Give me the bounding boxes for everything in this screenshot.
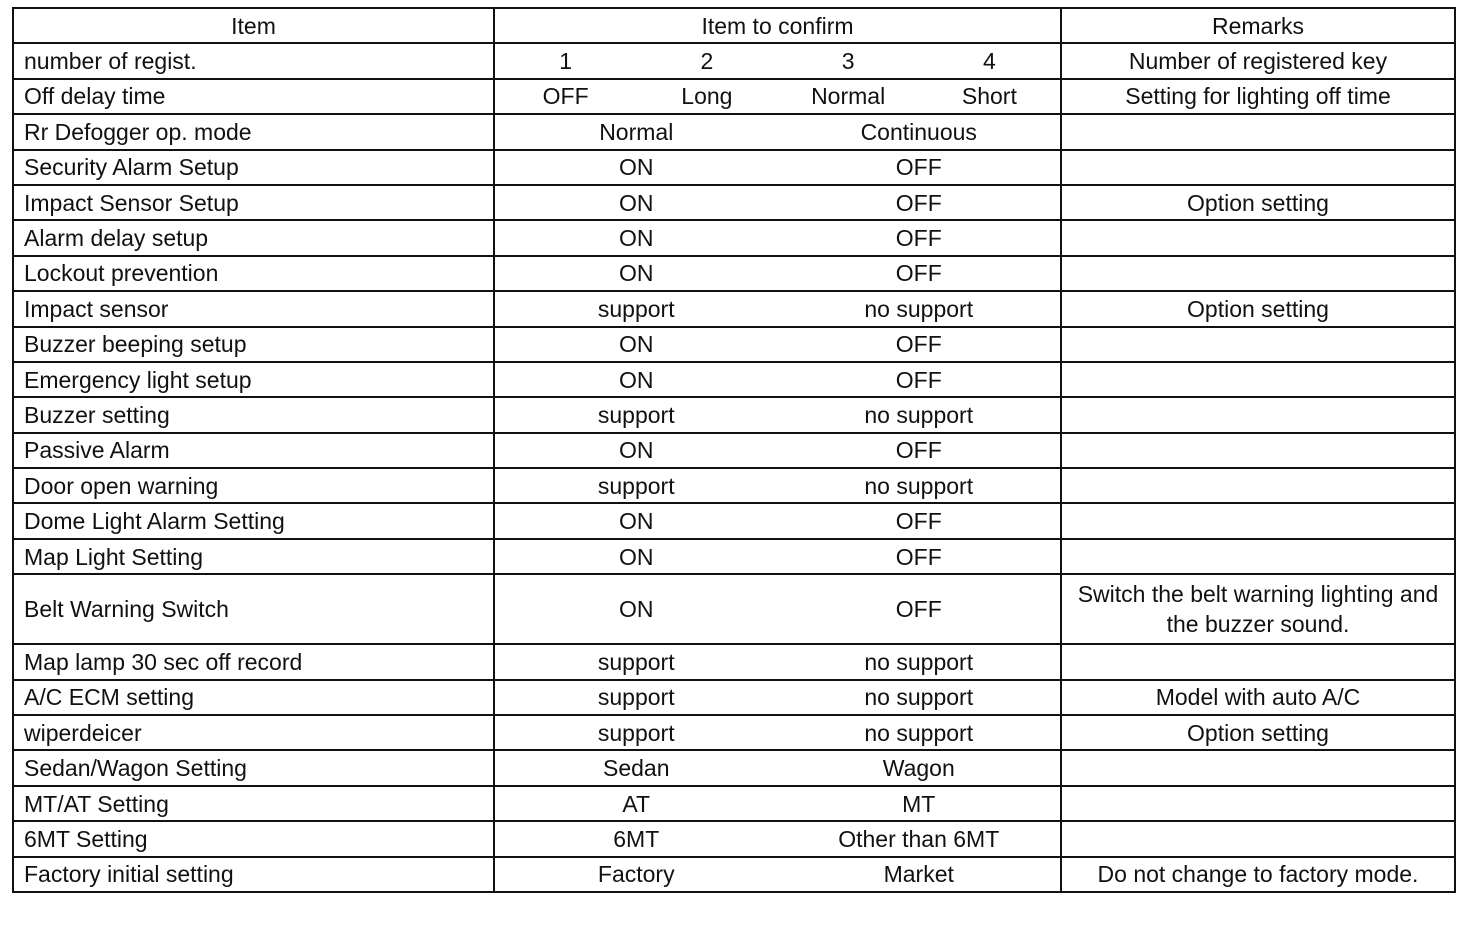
option-value: 4 — [982, 48, 996, 75]
remark-cell: Do not change to factory mode. — [1061, 857, 1455, 892]
confirm-cell — [494, 220, 1061, 255]
option-value: no support — [864, 472, 974, 499]
option-value: no support — [864, 295, 974, 322]
option-value: no support — [864, 719, 974, 746]
option-value: OFF — [895, 331, 942, 358]
table-row — [13, 539, 1455, 574]
item-cell: Lockout prevention — [13, 256, 494, 291]
table-row — [13, 503, 1455, 538]
option-value: ON — [619, 331, 654, 358]
confirm-cell — [494, 750, 1061, 785]
option-value: ON — [619, 437, 654, 464]
confirm-cell — [494, 256, 1061, 291]
item-cell: Map lamp 30 sec off record — [13, 644, 494, 679]
settings-table — [12, 7, 1456, 893]
option-group — [495, 296, 1060, 322]
table-row — [13, 680, 1455, 715]
option-group — [495, 596, 1060, 622]
option-group — [495, 473, 1060, 499]
item-cell: Buzzer setting — [13, 397, 494, 432]
option-value: support — [597, 401, 675, 428]
table-row — [13, 150, 1455, 185]
option-value: support — [597, 472, 675, 499]
option-group — [495, 48, 1060, 74]
item-cell: Sedan/Wagon Setting — [13, 750, 494, 785]
remark-cell — [1061, 327, 1455, 362]
remark-cell: Option setting — [1061, 291, 1455, 326]
remark-cell — [1061, 468, 1455, 503]
confirm-cell — [494, 680, 1061, 715]
table-row — [13, 433, 1455, 468]
option-value: Short — [961, 83, 1017, 110]
option-value: ON — [619, 508, 654, 535]
remark-cell — [1061, 503, 1455, 538]
confirm-cell — [494, 857, 1061, 892]
remark-cell — [1061, 150, 1455, 185]
remark-cell — [1061, 220, 1455, 255]
confirm-cell — [494, 644, 1061, 679]
option-value: no support — [864, 648, 974, 675]
option-group — [495, 331, 1060, 357]
item-cell: Impact sensor — [13, 291, 494, 326]
option-value: Normal — [811, 83, 886, 110]
confirm-cell — [494, 150, 1061, 185]
option-group — [495, 154, 1060, 180]
header-row — [13, 8, 1455, 43]
option-value: ON — [619, 154, 654, 181]
option-value: Factory — [597, 861, 675, 888]
item-cell: MT/AT Setting — [13, 786, 494, 821]
table-row — [13, 43, 1455, 78]
item-cell: A/C ECM setting — [13, 680, 494, 715]
option-value: OFF — [895, 189, 942, 216]
item-cell: Buzzer beeping setup — [13, 327, 494, 362]
remark-cell — [1061, 539, 1455, 574]
remark-cell — [1061, 433, 1455, 468]
table-row — [13, 715, 1455, 750]
table-row — [13, 821, 1455, 856]
option-value: OFF — [895, 225, 942, 252]
option-value: Normal — [599, 118, 674, 145]
option-value: OFF — [895, 508, 942, 535]
option-value: OFF — [895, 154, 942, 181]
table-row — [13, 220, 1455, 255]
item-cell: Rr Defogger op. mode — [13, 114, 494, 149]
confirm-cell — [494, 821, 1061, 856]
option-value: OFF — [895, 543, 942, 570]
confirm-cell — [494, 715, 1061, 750]
item-cell: Off delay time — [13, 79, 494, 114]
option-group — [495, 826, 1060, 852]
item-cell: wiperdeicer — [13, 715, 494, 750]
option-value: ON — [619, 189, 654, 216]
item-cell: Security Alarm Setup — [13, 150, 494, 185]
item-cell: Passive Alarm — [13, 433, 494, 468]
option-value: ON — [619, 225, 654, 252]
option-value: 3 — [841, 48, 855, 75]
remark-cell — [1061, 397, 1455, 432]
confirm-cell — [494, 114, 1061, 149]
remark-cell — [1061, 362, 1455, 397]
confirm-cell — [494, 503, 1061, 538]
option-value: 2 — [700, 48, 714, 75]
table-row — [13, 79, 1455, 114]
option-value: 6MT — [613, 825, 660, 852]
option-group — [495, 720, 1060, 746]
option-value: Continuous — [860, 118, 977, 145]
option-value: OFF — [895, 437, 942, 464]
option-group — [495, 402, 1060, 428]
item-cell: number of regist. — [13, 43, 494, 78]
option-value: support — [597, 648, 675, 675]
confirm-cell — [494, 185, 1061, 220]
item-cell: Belt Warning Switch — [13, 574, 494, 644]
option-value: Long — [681, 83, 733, 110]
option-group — [495, 83, 1060, 109]
option-group — [495, 190, 1060, 216]
item-cell: Emergency light setup — [13, 362, 494, 397]
remark-cell: Model with auto A/C — [1061, 680, 1455, 715]
item-cell: Impact Sensor Setup — [13, 185, 494, 220]
table-row — [13, 574, 1455, 644]
option-group — [495, 367, 1060, 393]
option-group — [495, 119, 1060, 145]
option-value: OFF — [542, 83, 589, 110]
option-group — [495, 791, 1060, 817]
option-value: Sedan — [602, 755, 670, 782]
table-row — [13, 750, 1455, 785]
confirm-cell — [494, 397, 1061, 432]
table-row — [13, 362, 1455, 397]
header-item-to-confirm: Item to confirm — [494, 8, 1061, 43]
option-group — [495, 544, 1060, 570]
confirm-cell — [494, 468, 1061, 503]
option-group — [495, 861, 1060, 887]
option-value: Wagon — [882, 755, 955, 782]
remark-cell — [1061, 786, 1455, 821]
remark-cell: Option setting — [1061, 185, 1455, 220]
table-row — [13, 786, 1455, 821]
item-cell: Factory initial setting — [13, 857, 494, 892]
remark-cell — [1061, 750, 1455, 785]
option-value: support — [597, 719, 675, 746]
remark-cell — [1061, 821, 1455, 856]
option-value: OFF — [895, 366, 942, 393]
table-row — [13, 185, 1455, 220]
item-cell: Map Light Setting — [13, 539, 494, 574]
remark-cell: Number of registered key — [1061, 43, 1455, 78]
table-row — [13, 114, 1455, 149]
option-value: support — [597, 684, 675, 711]
table-row — [13, 397, 1455, 432]
item-cell: Dome Light Alarm Setting — [13, 503, 494, 538]
item-cell: Door open warning — [13, 468, 494, 503]
item-cell: 6MT Setting — [13, 821, 494, 856]
confirm-cell — [494, 574, 1061, 644]
option-value: no support — [864, 401, 974, 428]
option-group — [495, 225, 1060, 251]
option-value: Market — [883, 861, 954, 888]
remark-cell — [1061, 644, 1455, 679]
option-group — [495, 684, 1060, 710]
option-value: ON — [619, 596, 654, 623]
table-row — [13, 256, 1455, 291]
remark-cell — [1061, 256, 1455, 291]
option-group — [495, 649, 1060, 675]
option-value: AT — [622, 790, 651, 817]
remark-cell: Setting for lighting off time — [1061, 79, 1455, 114]
option-value: OFF — [895, 596, 942, 623]
confirm-cell — [494, 43, 1061, 78]
settings-table-container — [12, 7, 1456, 893]
option-group — [495, 437, 1060, 463]
table-row — [13, 857, 1455, 892]
option-value: ON — [619, 366, 654, 393]
confirm-cell — [494, 539, 1061, 574]
header-item: Item — [13, 8, 494, 43]
option-group — [495, 260, 1060, 286]
confirm-cell — [494, 291, 1061, 326]
remark-cell: Switch the belt warning lighting and the buzzer sound. — [1061, 574, 1455, 644]
remark-cell: Option setting — [1061, 715, 1455, 750]
confirm-cell — [494, 327, 1061, 362]
table-row — [13, 291, 1455, 326]
option-value: MT — [902, 790, 936, 817]
confirm-cell — [494, 786, 1061, 821]
option-value: 1 — [559, 48, 573, 75]
option-value: Other than 6MT — [838, 825, 1000, 852]
option-group — [495, 755, 1060, 781]
table-row — [13, 644, 1455, 679]
confirm-cell — [494, 79, 1061, 114]
table-row — [13, 327, 1455, 362]
option-group — [495, 508, 1060, 534]
table-row — [13, 468, 1455, 503]
confirm-cell — [494, 433, 1061, 468]
option-value: support — [597, 295, 675, 322]
table-body — [13, 43, 1455, 892]
confirm-cell — [494, 362, 1061, 397]
item-cell: Alarm delay setup — [13, 220, 494, 255]
option-value: OFF — [895, 260, 942, 287]
option-value: ON — [619, 260, 654, 287]
option-value: no support — [864, 684, 974, 711]
remark-cell — [1061, 114, 1455, 149]
option-value: ON — [619, 543, 654, 570]
header-remarks: Remarks — [1061, 8, 1455, 43]
